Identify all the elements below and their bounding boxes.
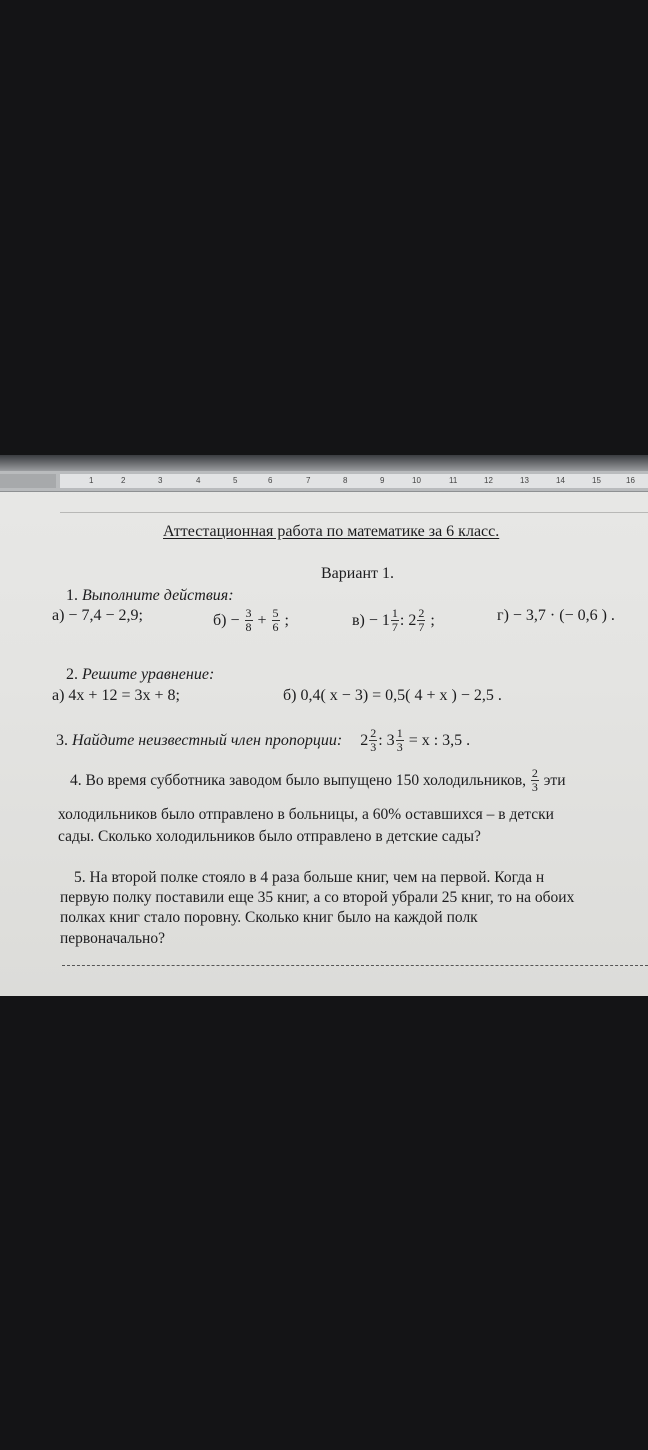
numerator: 2 <box>418 606 425 620</box>
task3-whole1: 2 <box>360 731 369 749</box>
document-photo <box>0 455 648 996</box>
task4-line1 <box>70 767 566 807</box>
task5-line1: 5. На второй полке стояло в 4 раза больше книг, чем на первой. Когда н <box>74 869 545 886</box>
task2-item-b: б) 0,4( x − 3) = 0,5( 4 + x ) − 2,5 . <box>283 687 502 704</box>
page-edge <box>60 512 648 513</box>
ruler-number: 11 <box>449 476 458 485</box>
ruler-number: 10 <box>412 476 421 485</box>
task5-line4: первоначально? <box>60 930 165 947</box>
task3-fraction1 <box>369 727 377 754</box>
ruler-number: 1 <box>89 476 94 485</box>
task1-a-expr: а) − 7,4 − 2,9 <box>52 607 139 625</box>
numerator: 1 <box>391 606 398 620</box>
task1-number: 1. <box>66 587 78 604</box>
task1-b-fraction1 <box>245 607 253 634</box>
task5-line2: первую полку поставили еще 35 книг, а со второй убрали 25 книг, то на обоих <box>60 889 575 906</box>
ruler-number: 13 <box>520 476 529 485</box>
task3-line <box>56 727 470 767</box>
task2-item-a <box>52 687 180 705</box>
task3-heading-text: Найдите неизвестный член пропорции: <box>72 731 343 749</box>
horizontal-ruler <box>0 471 648 492</box>
denominator: 7 <box>391 620 398 634</box>
task3-number: 3. <box>56 731 68 749</box>
task3-op: : 3 <box>378 731 395 749</box>
task4-line2: холодильников было отправлено в больницы, а 60% оставшихся – в детски <box>58 806 554 823</box>
task1-v-suffix: ; <box>430 611 435 629</box>
task1-item-v <box>352 607 435 647</box>
numerator: 2 <box>531 766 538 780</box>
task1-heading <box>66 587 234 605</box>
task1-a-suffix: ; <box>138 607 143 625</box>
task2-a-expr: а) 4x + 12 = 3x + 8 <box>52 687 176 704</box>
task1-v-fraction1 <box>391 607 399 634</box>
task1-g-expr: г) − 3,7 · (− 0,6 ) . <box>497 607 615 625</box>
numerator: 3 <box>245 606 252 620</box>
denominator: 3 <box>370 740 377 754</box>
task1-item-a <box>52 607 143 647</box>
ruler-number: 12 <box>484 476 493 485</box>
ruler-number: 14 <box>556 476 565 485</box>
denominator: 3 <box>531 780 538 794</box>
word-menubar <box>0 455 648 471</box>
task2-a-suffix: ; <box>175 687 180 704</box>
task5-line3: полках книг стало поровну. Сколько книг было на каждой полк <box>60 909 478 926</box>
task2-heading <box>66 666 214 684</box>
ruler-number: 9 <box>380 476 385 485</box>
task1-b-fraction2 <box>272 607 280 634</box>
task1-item-b <box>213 607 289 647</box>
task4-text1-end: эти <box>543 771 566 789</box>
task4-text1: 4. Во время субботника заводом было выпущено 150 холодильников, <box>70 771 527 789</box>
task1-v-fraction2 <box>417 607 425 634</box>
ruler-number: 3 <box>158 476 163 485</box>
ruler-number: 7 <box>306 476 311 485</box>
task4-fraction <box>531 767 539 794</box>
numerator: 1 <box>396 726 403 740</box>
variant-label: Вариант 1. <box>321 565 394 582</box>
denominator: 3 <box>396 740 403 754</box>
task1-b-op: + <box>257 611 267 629</box>
numerator: 2 <box>370 726 377 740</box>
ruler-number: 5 <box>233 476 238 485</box>
task1-b-suffix: ; <box>284 611 289 629</box>
task2-heading-text: Решите уравнение: <box>82 666 215 683</box>
ruler-number: 8 <box>343 476 348 485</box>
task1-v-prefix: в) − 1 <box>352 611 390 629</box>
task1-b-prefix: б) − <box>213 611 240 629</box>
ruler-number: 4 <box>196 476 201 485</box>
denominator: 8 <box>245 620 252 634</box>
ruler-number: 16 <box>626 476 635 485</box>
task3-fraction2 <box>396 727 404 754</box>
ruler-number: 6 <box>268 476 273 485</box>
ruler-number: 2 <box>121 476 126 485</box>
denominator: 7 <box>418 620 425 634</box>
numerator: 5 <box>272 606 279 620</box>
task1-v-op: : 2 <box>399 611 417 629</box>
ruler-number: 15 <box>592 476 601 485</box>
denominator: 6 <box>272 620 279 634</box>
task3-rest: = x : 3,5 . <box>408 731 471 749</box>
task2-number: 2. <box>66 666 78 683</box>
ruler-margin <box>0 474 56 488</box>
document-title: Аттестационная работа по математике за 6 класс. <box>163 523 500 540</box>
dashed-separator <box>62 965 648 966</box>
task4-line3: сады. Сколько холодильников было отправлено в детские сады? <box>58 828 481 845</box>
task1-heading-text: Выполните действия: <box>82 587 234 604</box>
task1-item-g <box>497 607 615 647</box>
